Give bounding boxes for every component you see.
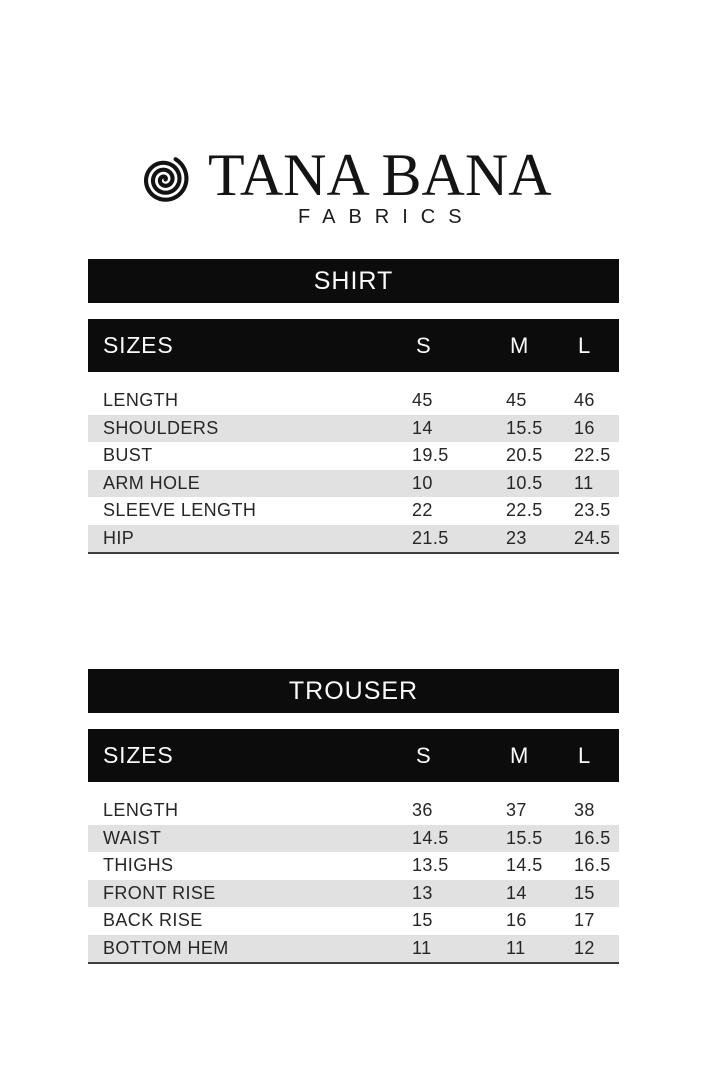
trouser-col-m: M [510,742,530,768]
table-row [88,442,619,470]
table-row [88,415,619,443]
value-l: 24.5 [574,527,611,548]
value-s: 13.5 [412,855,449,876]
measurement-label: SHOULDERS [103,417,219,438]
trouser-header-row [88,729,619,782]
value-l: 38 [574,800,595,821]
trouser-title: TROUSER [288,676,419,705]
shirt-col-m: M [510,332,530,358]
value-l: 15 [574,882,595,903]
value-m: 14.5 [506,855,543,876]
brand-name: TANA BANA [208,142,552,208]
value-l: 22.5 [574,445,611,466]
value-s: 15 [412,910,433,931]
value-l: 16.5 [574,855,611,876]
value-l: 46 [574,390,595,411]
shirt-size-table [88,259,619,554]
trouser-size-table [88,669,619,964]
value-l: 12 [574,937,595,958]
value-m: 10.5 [506,472,543,493]
measurement-label: HIP [103,527,135,548]
value-s: 45 [412,390,433,411]
measurement-label: WAIST [103,827,162,848]
table-row [88,852,619,880]
table-row [88,797,619,825]
measurement-label: FRONT RISE [103,882,216,903]
value-l: 23.5 [574,500,611,521]
value-m: 15.5 [506,417,543,438]
value-l: 16 [574,417,595,438]
trouser-sizes-label: SIZES [103,742,174,768]
measurement-label: LENGTH [103,390,179,411]
brand-text-block [208,142,552,229]
table-row [88,387,619,415]
measurement-label: ARM HOLE [103,472,201,493]
value-m: 14 [506,882,527,903]
shirt-title-bar [88,259,619,303]
measurement-label: BUST [103,445,153,466]
table-row [88,470,619,498]
value-s: 14 [412,417,433,438]
measurement-label: BACK RISE [103,910,203,931]
brand-subtitle: FABRICS [297,206,475,228]
value-s: 22 [412,500,433,521]
shirt-header-row [88,319,619,372]
value-s: 13 [412,882,433,903]
value-s: 14.5 [412,827,449,848]
measurement-label: THIGHS [103,855,174,876]
value-l: 17 [574,910,595,931]
measurement-label: SLEEVE LENGTH [103,500,257,521]
value-s: 19.5 [412,445,449,466]
value-l: 16.5 [574,827,611,848]
value-m: 15.5 [506,827,543,848]
trouser-col-s: S [416,742,432,768]
value-m: 37 [506,800,527,821]
shirt-sizes-label: SIZES [103,332,174,358]
value-l: 11 [574,472,594,493]
measurement-label: LENGTH [103,800,179,821]
value-m: 16 [506,910,527,931]
spiral-icon [137,152,192,207]
value-m: 11 [506,937,526,958]
shirt-col-s: S [416,332,432,358]
brand-logo [137,142,552,229]
trouser-title-bar [88,669,619,713]
value-s: 11 [412,937,432,958]
value-s: 36 [412,800,433,821]
table-row [88,825,619,853]
shirt-title: SHIRT [313,266,394,295]
value-m: 20.5 [506,445,543,466]
value-m: 45 [506,390,527,411]
shirt-col-l: L [578,332,592,358]
trouser-table-body [88,797,619,964]
table-row [88,880,619,908]
value-s: 10 [412,472,433,493]
table-row [88,525,619,553]
measurement-label: BOTTOM HEM [103,937,229,958]
trouser-col-l: L [578,742,592,768]
table-row [88,497,619,525]
table-row [88,935,619,963]
value-m: 22.5 [506,500,543,521]
value-m: 23 [506,527,527,548]
value-s: 21.5 [412,527,449,548]
table-row [88,907,619,935]
shirt-table-body [88,387,619,554]
